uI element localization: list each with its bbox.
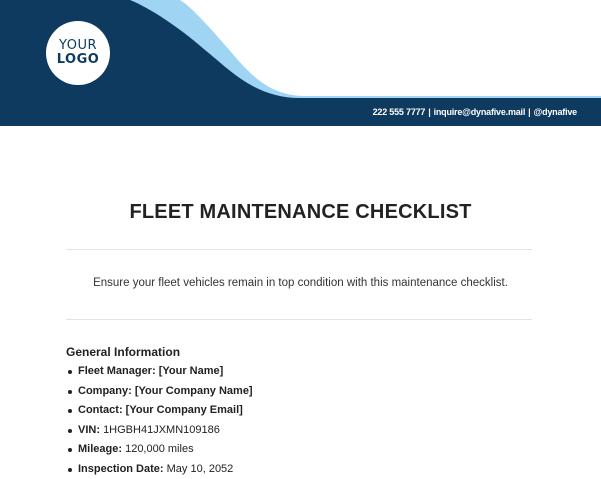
list-item xyxy=(66,362,253,382)
contact-bar xyxy=(373,107,577,117)
item-value: 1HGBH41JXMN109186 xyxy=(103,424,220,436)
general-info-list xyxy=(66,362,253,479)
item-label: Mileage: xyxy=(78,443,122,455)
item-label: Company: xyxy=(78,385,132,397)
item-value: May 10, 2052 xyxy=(167,463,234,475)
section-title: General Information xyxy=(66,345,180,359)
list-item xyxy=(66,382,253,402)
logo xyxy=(46,21,110,85)
item-value: [Your Company Email] xyxy=(126,404,243,416)
divider xyxy=(66,319,532,320)
logo-line-2: LOGO xyxy=(57,53,100,67)
item-label: Contact: xyxy=(78,404,123,416)
item-label: VIN: xyxy=(78,424,100,436)
item-value: [Your Company Name] xyxy=(135,385,253,397)
intro-text: Ensure your fleet vehicles remain in top condition with this maintenance checklist. xyxy=(0,277,601,289)
list-item xyxy=(66,440,253,460)
item-label: Inspection Date: xyxy=(78,463,164,475)
contact-phone: 222 555 7777 xyxy=(373,107,426,117)
list-item xyxy=(66,421,253,441)
divider xyxy=(66,249,532,250)
list-item xyxy=(66,460,253,479)
item-value: 120,000 miles xyxy=(125,443,194,455)
separator: | xyxy=(528,107,530,117)
logo-line-1: YOUR xyxy=(59,39,97,53)
page-title: FLEET MAINTENANCE CHECKLIST xyxy=(0,201,601,224)
contact-handle[interactable]: @dynafive xyxy=(534,107,578,117)
header-banner xyxy=(0,0,601,126)
item-value: [Your Name] xyxy=(159,365,224,377)
list-item xyxy=(66,401,253,421)
separator: | xyxy=(428,107,430,117)
contact-email[interactable]: inquire@dynafive.mail xyxy=(434,107,526,117)
item-label: Fleet Manager: xyxy=(78,365,156,377)
